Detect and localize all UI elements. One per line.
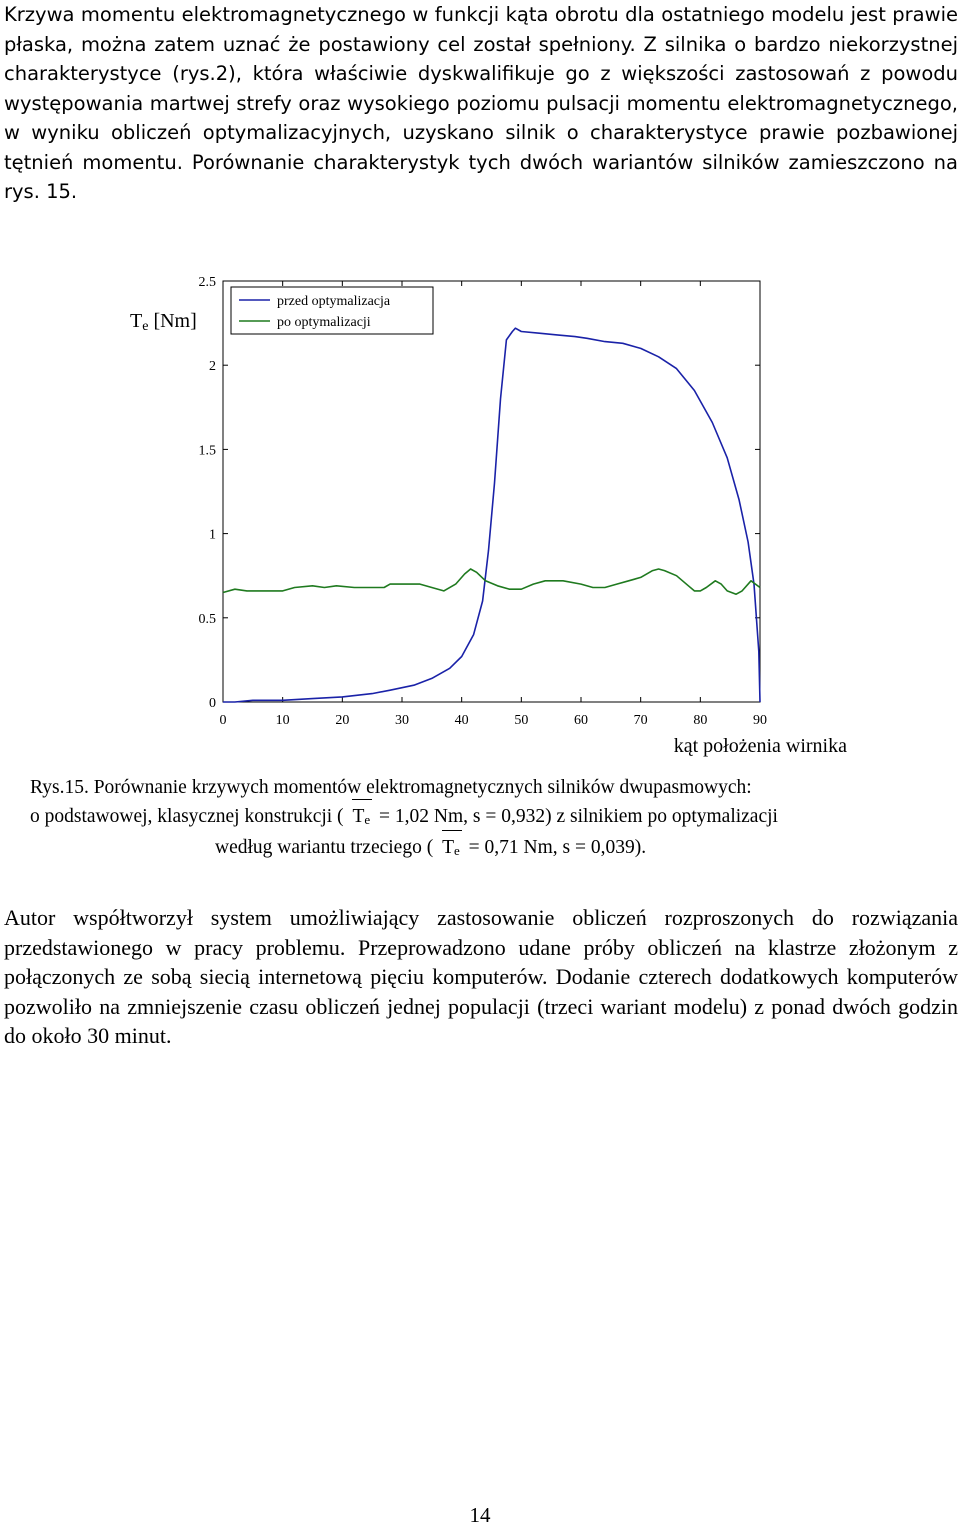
- plot-frame: [223, 281, 760, 702]
- torque-chart: [0, 265, 960, 765]
- x-tick-label: 60: [574, 713, 588, 728]
- series-line-1: [223, 328, 760, 702]
- paragraph-top: Krzywa momentu elektromagnetycznego w funkcji kąta obrotu dla ostatniego modelu jest prawie płaska, można zatem uznać że postawiony cel został spełniony. Z silnika o bardzo niekorzystnej charakterystyce (rys.2), która właściwie dyskwalifikuje go z większości zastosowań z powodu występowania martwej strefy oraz wysokiego poziomu pulsacji momentu elektromagnetycznego, w wyniku obliczeń optymalizacyjnych, uzyskano silnik o charakterystyce prawie pozbawionej tętnień momentu. Porównanie charakterystyk tych dwóch wariantów silników zamieszczono na rys. 15.: [4, 3, 958, 203]
- y-axis-label-subscript: e: [142, 319, 149, 334]
- x-axis-label: kąt położenia wirnika: [673, 735, 847, 757]
- caption-line-3-end: = 0,71 Nm, s = 0,039).: [468, 837, 647, 858]
- x-tick-label: 90: [753, 713, 767, 728]
- mean-torque-subscript-2: e: [454, 843, 460, 858]
- y-tick-label: 2.5: [198, 275, 216, 290]
- mean-torque-letter-2: T: [442, 837, 454, 858]
- caption-line-1: Rys.15. Porównanie krzywych momentów elektromagnetycznych silników dwupasmowych:: [30, 777, 752, 798]
- mean-torque-letter: T: [352, 806, 365, 827]
- caption-line-2-start: o podstawowej, klasycznej konstrukcji (: [30, 806, 344, 827]
- x-tick-label: 50: [514, 713, 529, 728]
- y-axis-label-symbol: T: [130, 310, 143, 332]
- mean-torque-symbol: [348, 802, 374, 834]
- y-axis-label: [130, 310, 197, 334]
- y-tick-label: 1.5: [198, 443, 216, 459]
- paragraph-bottom: Autor współtworzył system umożliwiający zastosowanie obliczeń rozproszonych do rozwiązania przedstawionego w pracy problemu. Przeprowadzono udane próby obliczeń na klastrze złożonym z połączonych ze sobą siecią internetową pięciu komputerów. Dodanie czterech dodatkowych komputerów pozwoliło na zmniejszenie czasu obliczeń jednej populacji (trzeci wariant modelu) z ponad dwóch godzin do około 30 minut.: [4, 905, 958, 1048]
- y-tick-label: 1: [209, 527, 216, 543]
- mean-torque-symbol-2: [438, 833, 464, 865]
- caption-line-3: [215, 833, 646, 865]
- chart-legend: [231, 287, 433, 334]
- caption-line-2-end: = 1,02 Nm, s = 0,932) z silnikiem po optymalizacji: [379, 806, 778, 827]
- x-tick-label: 10: [275, 713, 290, 728]
- y-tick-label: 0: [209, 696, 216, 711]
- caption-line-2: [30, 802, 778, 834]
- x-tick-label: 30: [395, 713, 409, 728]
- page-number: 14: [469, 1503, 491, 1527]
- x-tick-label: 70: [633, 713, 648, 728]
- mean-torque-subscript: e: [364, 812, 371, 827]
- y-tick-label: 2: [209, 359, 216, 375]
- x-tick-label: 20: [335, 713, 350, 728]
- y-tick-label: 0.5: [198, 611, 216, 627]
- x-tick-label: 80: [693, 713, 708, 728]
- caption-line-3-start: według wariantu trzeciego (: [215, 837, 434, 858]
- x-tick-label: 40: [454, 713, 469, 728]
- y-axis-label-unit: [Nm]: [153, 310, 197, 332]
- legend-label-2: po optymalizacji: [277, 315, 371, 330]
- series-line-2: [223, 569, 760, 594]
- x-tick-label: 0: [219, 713, 227, 728]
- legend-label-1: przed optymalizacja: [277, 294, 391, 309]
